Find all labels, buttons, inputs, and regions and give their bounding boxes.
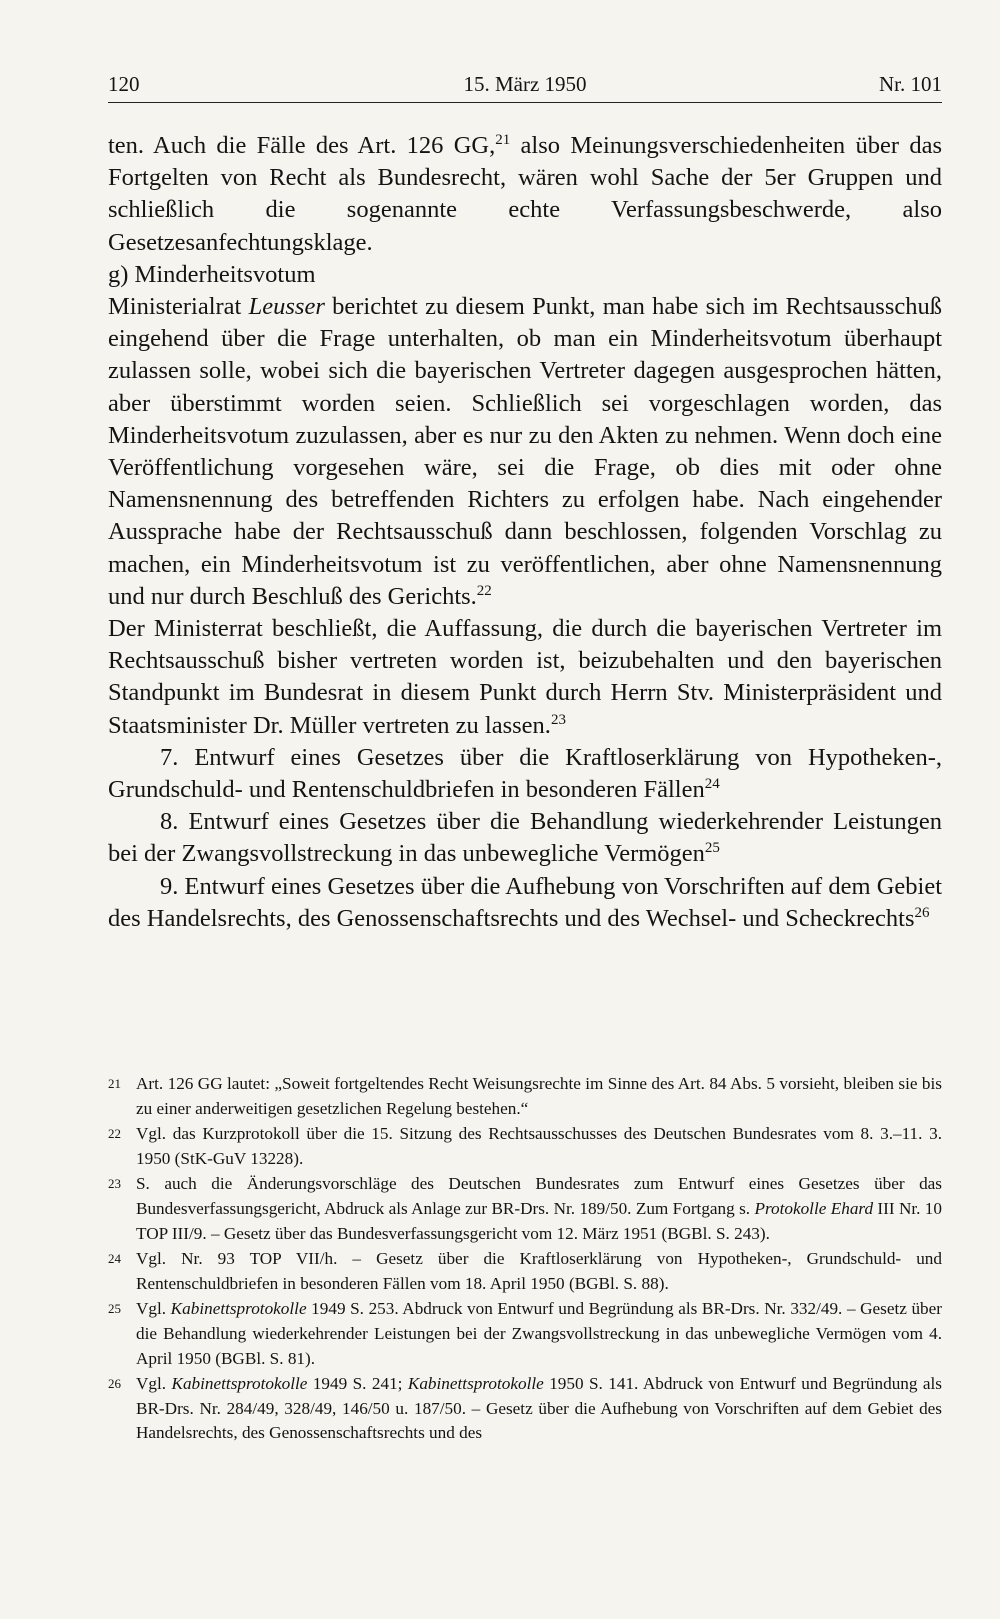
footnote-ref-22: 22	[476, 582, 492, 599]
speaker-name: Leusser	[248, 293, 325, 321]
paragraph-leusser-report: Ministerialrat Leusser berichtet zu diesem Punkt, man habe sich im Rechtsausschuß eingehend über die Frage unterhalten, ob man ein Minderheitsvotum überhaupt zulassen solle, wobei sich die bayerischen Vertreter dagegen ausgesprochen hätten, aber überstimmt worden seien. Schließlich sei vorgeschlagen worden, das Minderheitsvotum zuzulassen, aber es nur zu den Akten zu nehmen. Wenn doch eine Veröffentlichung vorgesehen wäre, sei die Frage, ob dies mit oder ohne Namensnennung des betreffenden Richters zu erfolgen habe. Nach eingehender Aussprache habe der Rechtsausschuß dann beschlossen, folgenden Vorschlag zu machen, ein Minderheitsvotum ist zu veröffentlichen, aber ohne Namensnennung und nur durch Beschluß des Gerichts.$^{22}$	[108, 293, 942, 610]
footnote-ref-21: 21	[495, 131, 511, 148]
footnote-24: 24 Vgl. Nr. 93 TOP VII/h. – Gesetz über die Kraftloserklärung von Hypotheken-, Grundschuld- und Rentenschuldbriefen in besonderen Fällen vom 18. April 1950 (BGBl. S. 88).	[108, 1249, 942, 1293]
paragraph-ministerrat-decision: Der Ministerrat beschließt, die Auffassung, die durch die bayerischen Vertreter im Rechtsausschuß bisher vertreten worden ist, beizubehalten und den bayerischen Standpunkt im Bundesrat in diesem Punkt durch Herrn Stv. Ministerpräsident und Staatsminister Dr. Müller vertreten zu lassen.$^{23}$	[108, 615, 942, 739]
footnote-number: 23	[108, 1176, 121, 1192]
agenda-item-8: 8. Entwurf eines Gesetzes über die Behandlung wiederkehrender Leistungen bei der Zwangsvollstreckung in das unbewegliche Vermögen$^{25}$	[108, 808, 942, 868]
footnote-26: 26 Vgl. Kabinettsprotokolle 1949 S. 241; Kabinettsprotokolle 1950 S. 141. Abdruck von Entwurf und Begründung als BR-Drs. Nr. 284/49, 328/49, 146/50 u. 187/50. – Gesetz über die Aufhebung von Vorschriften auf dem Gebiet des Handelsrechts, des Genossenschaftsrechts und des	[108, 1374, 942, 1443]
footnote-ref-26: 26	[914, 904, 930, 921]
document-number: Nr. 101	[879, 72, 942, 96]
footnote-number: 21	[108, 1076, 121, 1091]
footnote-23: 23 S. auch die Änderungsvorschläge des Deutschen Bundesrates zum Entwurf eines Gesetzes über das Bundesverfassungsgericht, Abdruck als Anlage zur BR-Drs. Nr. 189/50. Zum Fortgang s. Protokolle Ehard III Nr. 10 TOP III/9. – Gesetz über das Bundesverfassungsgericht vom 12. März 1951 (BGBl. S. 243).	[108, 1174, 942, 1243]
paragraph-art-126: ten. Auch die Fälle des Art. 126 GG,$^{21}$ also Meinungsverschiedenheiten über das Fortgelten von Recht als Bundesrecht, wären wohl Sache der 5er Gruppen und schließlich die sogenannte echte Verfassungsbeschwerde, also Gesetzesanfechtungsklage.	[108, 131, 942, 256]
footnote-ref-23: 23	[550, 711, 566, 728]
footnote-number: 24	[108, 1251, 121, 1267]
footnote-number: 22	[108, 1126, 121, 1142]
footnotes	[108, 1072, 942, 1447]
main-text	[108, 130, 942, 935]
footnote-number: 25	[108, 1301, 121, 1317]
footnote-ref-25: 25	[704, 840, 720, 857]
footnote-22: 22 Vgl. das Kurzprotokoll über die 15. Sitzung des Rechtsausschusses des Deutschen Bundesrates vom 8. 3.–11. 3. 1950 (StK-GuV 13228).	[108, 1124, 942, 1168]
footnote-25: 25 Vgl. Kabinettsprotokolle 1949 S. 253. Abdruck von Entwurf und Begründung als BR-Drs. Nr. 332/49. – Gesetz über die Behandlung wiederkehrender Leistungen bei der Zwangsvollstreckung in das unbewegliche Vermögen vom 4. April 1950 (BGBl. S. 81).	[108, 1299, 943, 1368]
running-header	[108, 68, 942, 103]
section-heading-minderheitsvotum: g) Minderheitsvotum	[108, 260, 316, 288]
footnote-number: 26	[108, 1376, 121, 1392]
agenda-item-9: 9. Entwurf eines Gesetzes über die Aufhebung von Vorschriften auf dem Gebiet des Handelsrechts, des Genossenschaftsrechts und des Wechsel- und Scheckrechts$^{26}$	[108, 872, 942, 932]
agenda-item-7: 7. Entwurf eines Gesetzes über die Kraftloserklärung von Hypotheken-, Grundschuld- und Rentenschuldbriefen in besonderen Fällen$^{24}$	[108, 743, 942, 804]
footnote-21: 21 Art. 126 GG lautet: „Soweit fortgeltendes Recht Weisungsrechte im Sinne des Art. 84 Abs. 5 vorsieht, bleiben sie bis zu einer anderweitigen gesetzlichen Regelung bestehen.“	[108, 1074, 942, 1118]
footnote-ref-24: 24	[704, 775, 720, 792]
page-number: 120	[108, 72, 140, 96]
header-date: 15. März 1950	[463, 72, 587, 96]
